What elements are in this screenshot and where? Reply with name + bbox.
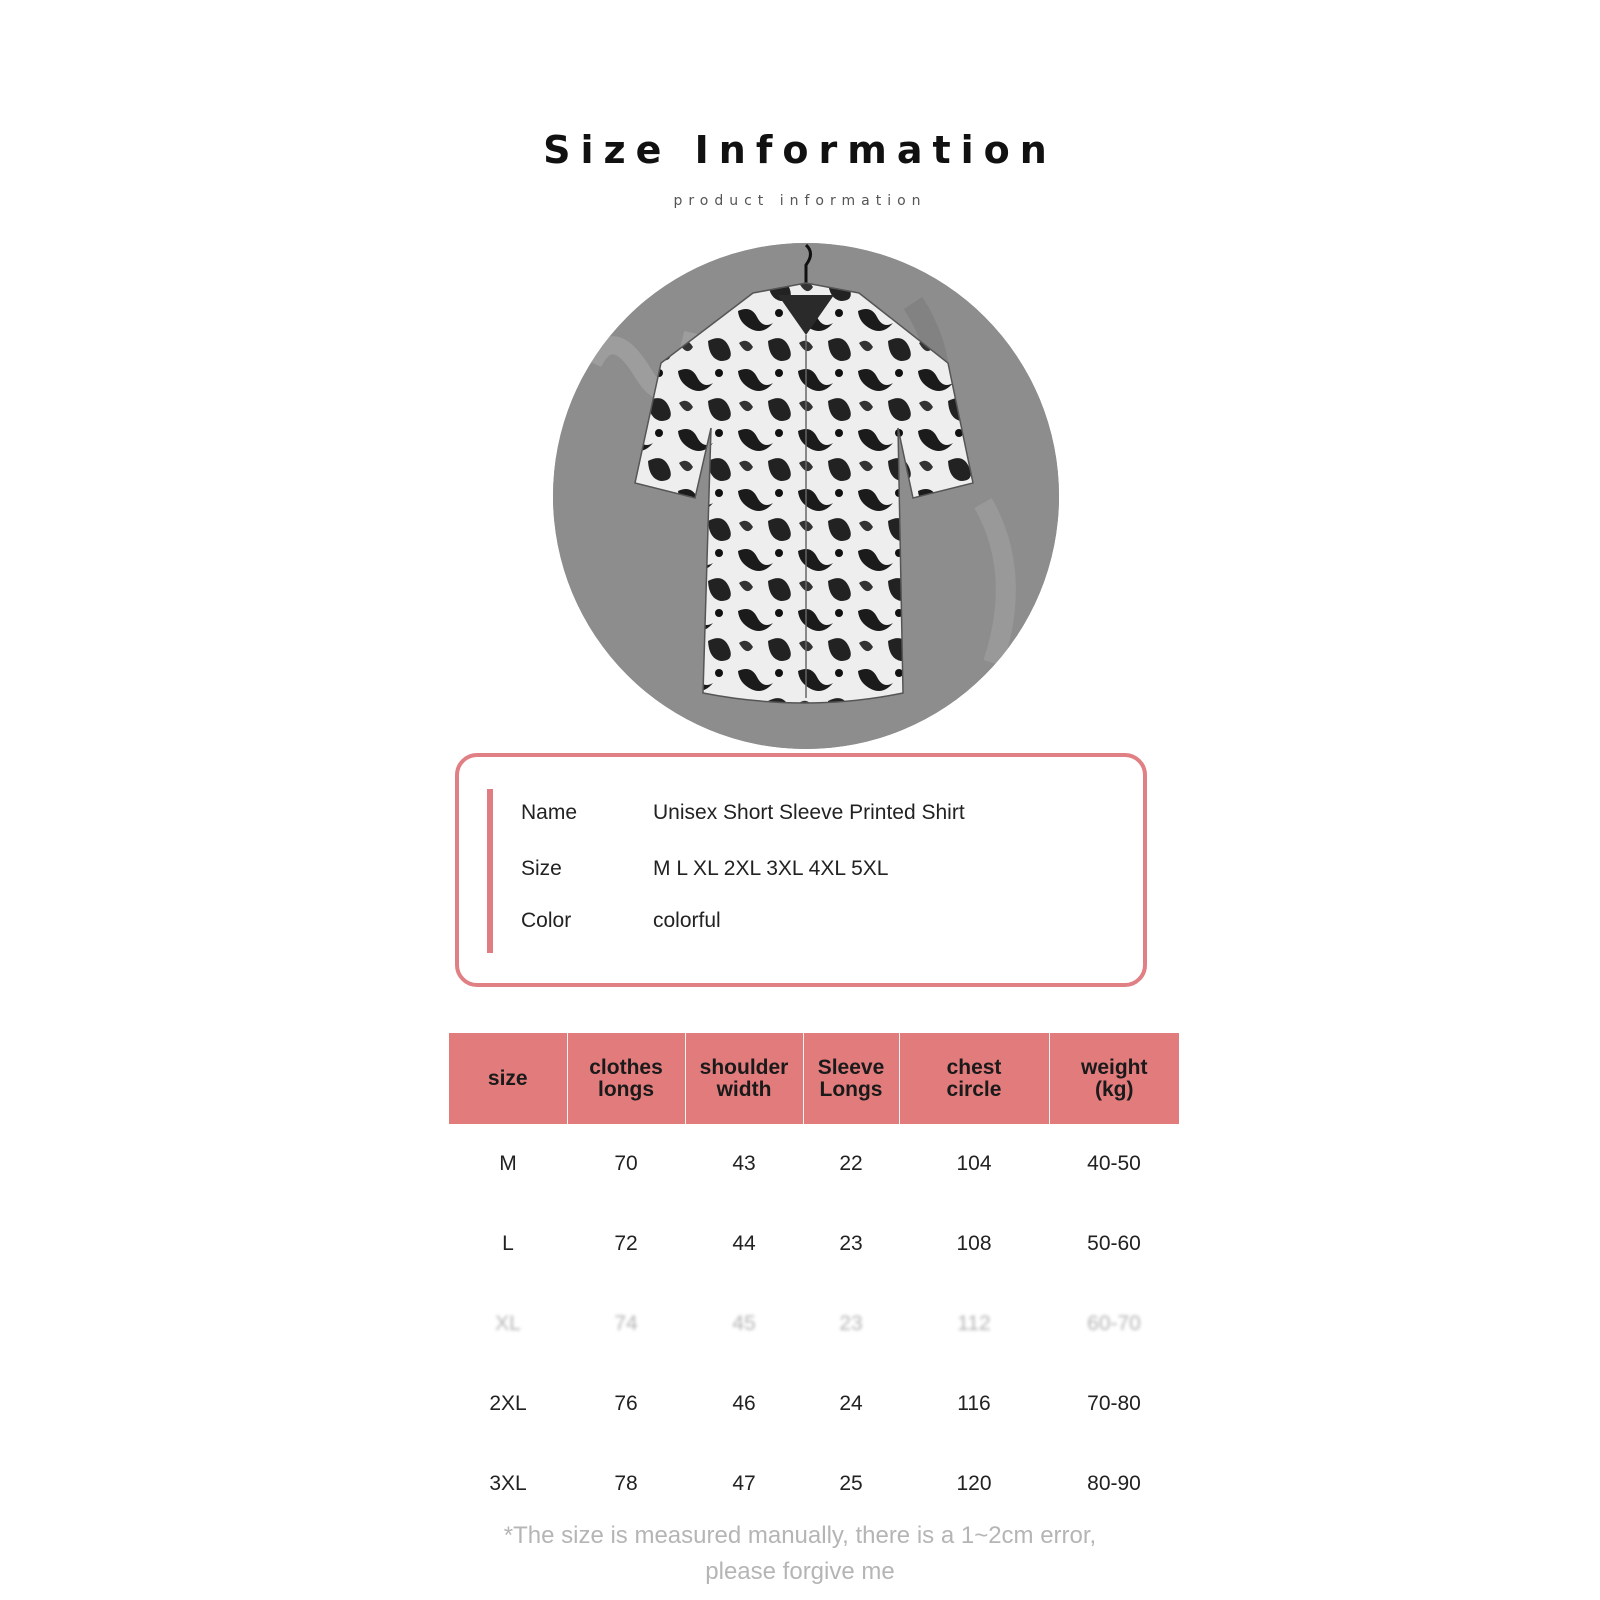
table-cell: 70-80 — [1087, 1392, 1141, 1415]
table-cell: 3XL — [489, 1472, 527, 1495]
page-title: Size Information — [543, 128, 1057, 172]
info-value: M L XL 2XL 3XL 4XL 5XL — [653, 857, 889, 880]
table-row — [449, 1284, 1179, 1364]
header-line: shoulder width — [699, 1055, 789, 1101]
table-cell: 40-50 — [1087, 1152, 1141, 1175]
info-label: Size — [521, 857, 562, 880]
table-cell: 47 — [732, 1472, 756, 1495]
info-label: Color — [521, 909, 572, 932]
page-subtitle: product information — [673, 193, 927, 209]
column-header — [899, 1033, 1049, 1124]
column-header: size — [449, 1033, 567, 1124]
info-row-color — [521, 909, 721, 933]
table-cell: 23 — [839, 1232, 863, 1255]
column-header — [803, 1033, 899, 1124]
column-header — [685, 1033, 803, 1124]
header-line: Sleeve Longs — [817, 1055, 885, 1101]
table-cell: 72 — [614, 1232, 638, 1255]
table-cell: 60-70 — [1087, 1312, 1141, 1335]
table-cell: 24 — [839, 1392, 863, 1415]
product-info-box — [455, 753, 1147, 987]
column-header — [1049, 1033, 1179, 1124]
table-cell: 116 — [957, 1392, 991, 1415]
table-cell: 108 — [956, 1232, 992, 1255]
size-chart-table — [449, 1033, 1179, 1524]
table-cell: 80-90 — [1087, 1472, 1141, 1495]
table-cell: 44 — [732, 1232, 756, 1255]
info-row-size — [521, 857, 888, 881]
table-cell: 46 — [732, 1392, 756, 1415]
table-header-row — [449, 1033, 1179, 1124]
info-label: Name — [521, 801, 578, 824]
measurement-note — [0, 1518, 1600, 1590]
table-row — [449, 1124, 1179, 1204]
table-cell: 76 — [614, 1392, 638, 1415]
accent-bar — [487, 789, 493, 953]
note-line: *The size is measured manually, there is a 1~2cm error, — [503, 1522, 1097, 1549]
header-line: clothes longs — [589, 1055, 663, 1101]
table-row — [449, 1444, 1179, 1524]
table-cell: 112 — [957, 1312, 991, 1335]
header-line: chest circle — [946, 1055, 1002, 1101]
table-row — [449, 1204, 1179, 1284]
product-photo — [553, 243, 1059, 749]
note-line: please forgive me — [705, 1558, 895, 1585]
table-cell: 2XL — [489, 1392, 527, 1415]
table-cell: 50-60 — [1087, 1232, 1141, 1255]
table-cell: 104 — [956, 1152, 992, 1175]
table-cell: 70 — [614, 1152, 638, 1175]
header-line: weight (kg) — [1081, 1055, 1148, 1101]
table-row — [449, 1364, 1179, 1444]
table-cell: 74 — [614, 1312, 638, 1335]
table-cell: L — [502, 1232, 514, 1255]
table-cell: 45 — [732, 1312, 756, 1335]
column-header — [567, 1033, 685, 1124]
table-cell: M — [499, 1152, 517, 1175]
table-cell: 23 — [839, 1312, 863, 1335]
table-cell: 78 — [614, 1472, 638, 1495]
table-cell: 25 — [839, 1472, 863, 1495]
info-value: colorful — [653, 909, 721, 932]
info-value: Unisex Short Sleeve Printed Shirt — [653, 801, 965, 824]
table-cell: XL — [495, 1312, 521, 1335]
table-cell: 43 — [732, 1152, 756, 1175]
info-row-name — [521, 801, 965, 825]
table-cell: 120 — [956, 1472, 992, 1495]
table-cell: 22 — [839, 1152, 863, 1175]
